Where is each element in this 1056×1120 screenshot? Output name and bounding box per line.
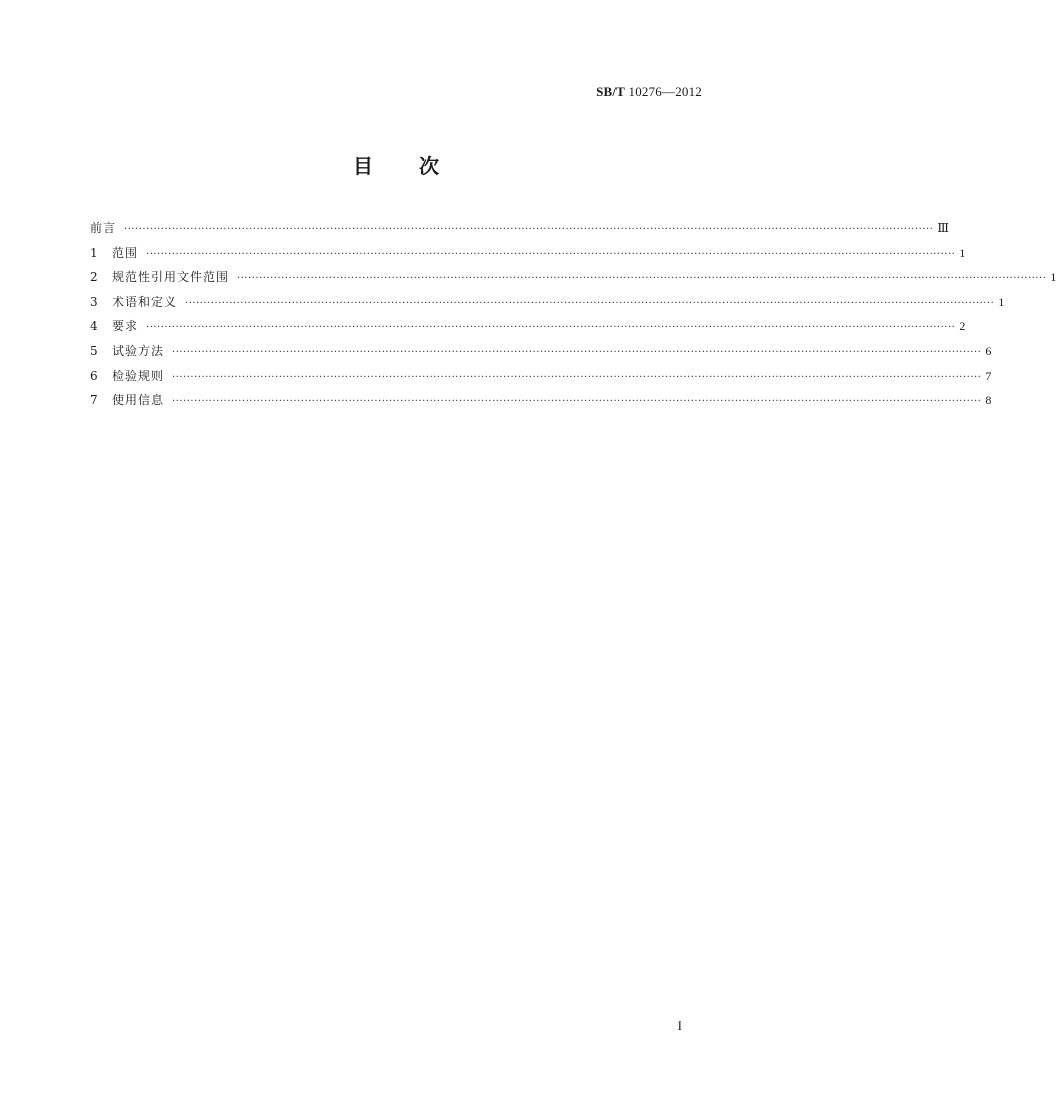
toc-entry-page: 7 [985, 368, 992, 383]
toc-entry-page: 1 [1050, 270, 1056, 285]
toc-entry-text: 使用信息 [112, 393, 165, 408]
toc-leader-dots: ···························································································································································································································· [124, 224, 934, 235]
toc-entry-7[interactable] [90, 388, 992, 413]
toc-entry-1[interactable] [90, 241, 966, 266]
toc-entry-number: 3 [90, 294, 98, 309]
toc-entry-text: 术语和定义 [112, 294, 178, 309]
document-code-prefix: SB/T [596, 84, 626, 99]
toc-leader-dots: ···························································································································································································································· [185, 297, 995, 309]
toc-entry-2[interactable] [90, 265, 1056, 290]
toc-entry-4[interactable] [90, 314, 966, 339]
toc-entry-number: 2 [90, 270, 98, 285]
toc-entry-page: Ⅲ [937, 221, 949, 235]
toc-entry-page: 1 [959, 245, 966, 260]
toc-entry-text: 检验规则 [112, 368, 165, 383]
toc-entry-number: 4 [90, 319, 98, 334]
toc-entry-text: 范围 [112, 245, 139, 260]
toc-title-char-1: 目 [353, 154, 373, 178]
toc-entry-number: 5 [90, 343, 98, 358]
toc-title [0, 150, 792, 179]
toc-entry-number: 1 [90, 245, 98, 260]
toc-entry-number: 6 [90, 368, 98, 383]
toc-entry-text: 前言 [90, 221, 117, 235]
document-code-number: 10276—2012 [628, 84, 702, 99]
toc-leader-dots: ···························································································································································································································· [146, 322, 956, 334]
toc-entry-page: 2 [959, 319, 966, 334]
toc-entry-foreword[interactable] [90, 216, 949, 241]
toc-entry-5[interactable] [90, 339, 992, 364]
toc-entry-3[interactable] [90, 290, 1005, 315]
toc-title-char-2: 次 [419, 154, 439, 178]
toc-entry-text: 要求 [112, 319, 139, 334]
document-code [596, 84, 702, 100]
toc-leader-dots: ···························································································································································································································· [237, 273, 1047, 285]
toc-entry-page: 6 [985, 343, 992, 358]
toc-entry-text: 规范性引用文件范围 [112, 270, 230, 285]
toc-entry-6[interactable] [90, 364, 992, 389]
toc-entry-number: 7 [90, 393, 98, 408]
page-number: I [677, 1018, 682, 1033]
toc-leader-dots: ···························································································································································································································· [172, 346, 982, 358]
toc-entry-page: 8 [985, 393, 992, 408]
toc-entry-page: 1 [998, 294, 1005, 309]
toc-leader-dots: ···························································································································································································································· [172, 396, 982, 408]
toc-leader-dots: ···························································································································································································································· [146, 248, 956, 260]
toc-entry-text: 试验方法 [112, 343, 165, 358]
toc-leader-dots: ···························································································································································································································· [172, 371, 982, 383]
toc-list [90, 216, 1056, 413]
